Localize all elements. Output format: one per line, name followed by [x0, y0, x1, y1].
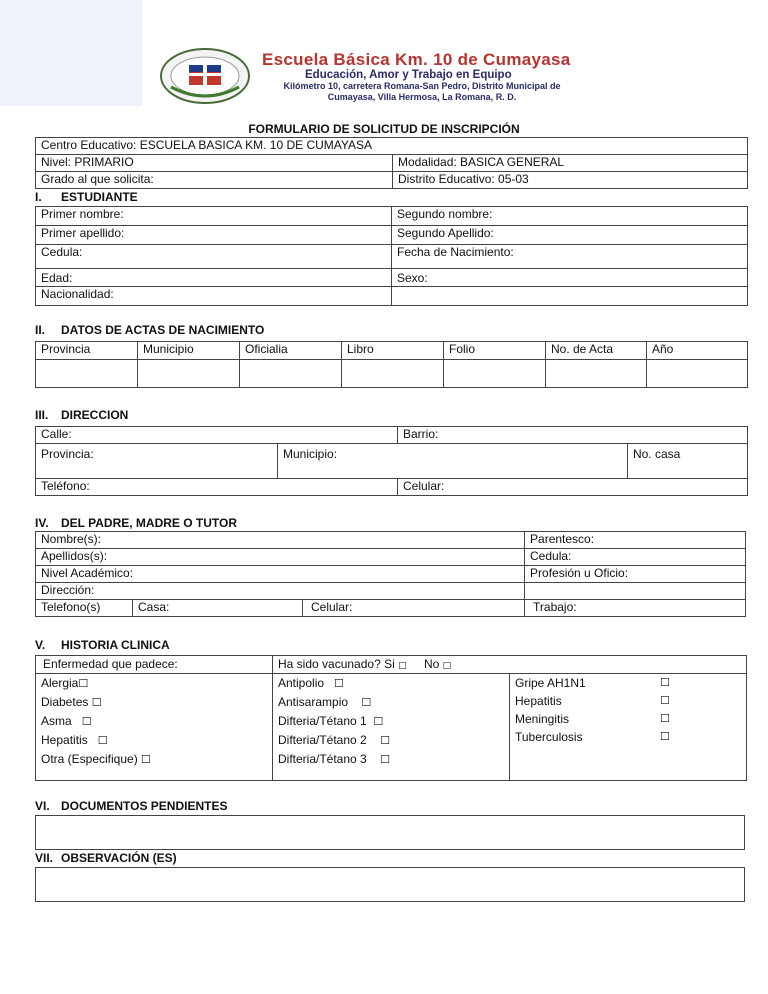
acta-header-libro: Libro	[342, 342, 444, 360]
celular-field[interactable]: Celular:	[398, 479, 748, 496]
tutor-profesion-field[interactable]: Profesión u Oficio:	[525, 566, 746, 583]
vacuna-item-antisarampio: Antisarampio ☐	[278, 695, 372, 709]
vacunado-no-label: No	[423, 657, 440, 671]
nacionalidad-field[interactable]: Nacionalidad:	[36, 287, 392, 306]
segundo-nombre-field[interactable]: Segundo nombre:	[392, 207, 748, 226]
section-historia-heading: V. HISTORIA CLINICA	[35, 638, 170, 652]
vacunas-column	[273, 674, 510, 781]
historia-table	[35, 655, 747, 781]
acta-provincia-input[interactable]	[36, 360, 138, 388]
tutor-telefonos-label: Telefono(s)	[36, 600, 133, 617]
acta-header-provincia: Provincia	[36, 342, 138, 360]
acta-header-folio: Folio	[444, 342, 546, 360]
hepatitis-vacuna-checkbox[interactable]: ☐	[660, 694, 670, 707]
section-direccion-heading: III. DIRECCION	[35, 408, 129, 422]
tutor-trabajo-field[interactable]: Trabajo:	[525, 600, 746, 617]
section-estudiante-heading: I. ESTUDIANTE	[35, 190, 138, 204]
school-name: Escuela Básica Km. 10 de Cumayasa	[262, 50, 571, 69]
barrio-field[interactable]: Barrio:	[398, 427, 748, 444]
municipio-field[interactable]: Municipio:	[278, 444, 628, 479]
acta-libro-input[interactable]	[342, 360, 444, 388]
observaciones-table	[35, 867, 745, 902]
antipolio-checkbox[interactable]: ☐	[334, 677, 344, 690]
tutor-direccion-field[interactable]: Dirección:	[36, 583, 525, 600]
acta-header-municipio: Municipio	[138, 342, 240, 360]
enfermedad-item-otra: Otra (Especifique) ☐	[41, 752, 151, 766]
school-seal-logo	[159, 47, 251, 105]
observaciones-input[interactable]	[36, 868, 745, 902]
tutor-nivel-academico-field[interactable]: Nivel Académico:	[36, 566, 525, 583]
hepatitis-checkbox[interactable]: ☐	[97, 734, 108, 747]
empty-cell	[525, 583, 746, 600]
antisarampio-checkbox[interactable]: ☐	[361, 696, 372, 709]
documentos-table	[35, 815, 745, 850]
asma-checkbox[interactable]: ☐	[81, 715, 92, 728]
alergia-checkbox[interactable]: ☐	[78, 677, 89, 690]
vacunado-label: Ha sido vacunado? Si	[278, 657, 395, 671]
acta-header-ano: Año	[647, 342, 748, 360]
enfermedad-item-asma: Asma ☐	[41, 714, 92, 728]
empty-cell	[392, 287, 748, 306]
vacunado-no-checkbox[interactable]: □	[442, 661, 452, 671]
centro-educativo-field[interactable]: Centro Educativo: ESCUELA BASICA KM. 10 DE CUMAYASA	[36, 138, 748, 155]
section-tutor-heading: IV. DEL PADRE, MADRE O TUTOR	[35, 516, 238, 530]
vacuna-item-antipolio: Antipolio ☐	[278, 676, 344, 690]
sexo-field[interactable]: Sexo:	[392, 269, 748, 287]
segundo-apellido-field[interactable]: Segundo Apellido:	[392, 226, 748, 245]
difteria-2-checkbox[interactable]: ☐	[380, 734, 390, 747]
provincia-field[interactable]: Provincia:	[36, 444, 278, 479]
enfermedad-item-hepatitis: Hepatitis ☐	[41, 733, 108, 747]
section-documentos-heading: VI. DOCUMENTOS PENDIENTES	[35, 799, 228, 813]
general-info-table	[35, 137, 748, 189]
vacuna-item-difteria-3: Difteria/Tétano 3 ☐	[278, 752, 390, 766]
acta-folio-input[interactable]	[444, 360, 546, 388]
header-image-placeholder	[0, 0, 142, 106]
distrito-field[interactable]: Distrito Educativo: 05-03	[393, 172, 748, 189]
calle-field[interactable]: Calle:	[36, 427, 398, 444]
acta-table	[35, 341, 748, 388]
tutor-parentesco-field[interactable]: Parentesco:	[525, 532, 746, 549]
cedula-field[interactable]: Cedula:	[36, 245, 392, 269]
otra-checkbox[interactable]: ☐	[141, 753, 151, 766]
vacuna-item-difteria-1: Difteria/Tétano 1 ☐	[278, 714, 384, 728]
vacuna-item-difteria-2: Difteria/Tétano 2 ☐	[278, 733, 390, 747]
section-actas-heading: II. DATOS DE ACTAS DE NACIMIENTO	[35, 323, 265, 337]
modalidad-field[interactable]: Modalidad: BASICA GENERAL	[393, 155, 748, 172]
section-observaciones-heading: VII. OBSERVACIÓN (ES)	[35, 851, 177, 865]
vacunas-column-2	[510, 674, 747, 781]
enfermedad-item-diabetes: Diabetes ☐	[41, 695, 102, 709]
primer-apellido-field[interactable]: Primer apellido:	[36, 226, 392, 245]
student-table	[35, 206, 748, 306]
enfermedad-column	[36, 674, 273, 781]
meningitis-checkbox[interactable]: ☐	[660, 712, 670, 725]
acta-ano-input[interactable]	[647, 360, 748, 388]
diabetes-checkbox[interactable]: ☐	[91, 696, 102, 709]
vacuna-item-gripe: Gripe AH1N1 ☐	[515, 676, 670, 690]
tuberculosis-checkbox[interactable]: ☐	[660, 730, 670, 743]
edad-field[interactable]: Edad:	[36, 269, 392, 287]
difteria-3-checkbox[interactable]: ☐	[380, 753, 390, 766]
vacunado-si-checkbox[interactable]: □	[398, 661, 407, 671]
form-title: FORMULARIO DE SOLICITUD DE INSCRIPCIÓN	[248, 122, 520, 136]
enfermedad-item-alergia: Alergia☐	[41, 676, 89, 690]
fecha-nacimiento-field[interactable]: Fecha de Nacimiento:	[392, 245, 748, 269]
acta-header-no-acta: No. de Acta	[546, 342, 647, 360]
tutor-nombres-field[interactable]: Nombre(s):	[36, 532, 525, 549]
vacuna-item-tuberculosis: Tuberculosis ☐	[515, 730, 670, 744]
tutor-apellidos-field[interactable]: Apellidos(s):	[36, 549, 525, 566]
enfermedad-header: Enfermedad que padece:	[36, 656, 273, 674]
vacunado-header	[273, 656, 747, 674]
school-address	[272, 81, 572, 103]
tutor-celular-field[interactable]: Celular:	[303, 600, 525, 617]
tutor-casa-field[interactable]: Casa:	[133, 600, 303, 617]
acta-header-oficialia: Oficialia	[240, 342, 342, 360]
nivel-field[interactable]: Nivel: PRIMARIO	[36, 155, 393, 172]
school-motto: Educación, Amor y Trabajo en Equipo	[305, 69, 512, 81]
direccion-table	[35, 426, 748, 496]
acta-oficialia-input[interactable]	[240, 360, 342, 388]
primer-nombre-field[interactable]: Primer nombre:	[36, 207, 392, 226]
vacuna-item-hepatitis: Hepatitis ☐	[515, 694, 670, 708]
tutor-cedula-field[interactable]: Cedula:	[525, 549, 746, 566]
grado-field[interactable]: Grado al que solicita:	[36, 172, 393, 189]
no-casa-field[interactable]: No. casa	[628, 444, 748, 479]
telefono-field[interactable]: Teléfono:	[36, 479, 398, 496]
tutor-table	[35, 531, 746, 617]
acta-municipio-input[interactable]	[138, 360, 240, 388]
acta-no-acta-input[interactable]	[546, 360, 647, 388]
vacuna-item-meningitis: Meningitis ☐	[515, 712, 670, 726]
school-address-line1: Kilómetro 10, carretera Romana-San Pedro, Distrito Municipal de	[283, 81, 561, 91]
difteria-1-checkbox[interactable]: ☐	[373, 715, 384, 728]
documentos-pendientes-input[interactable]	[36, 816, 745, 850]
gripe-checkbox[interactable]: ☐	[660, 676, 670, 689]
school-address-line2: Cumayasa, Villa Hermosa, La Romana, R. D.	[327, 92, 517, 102]
